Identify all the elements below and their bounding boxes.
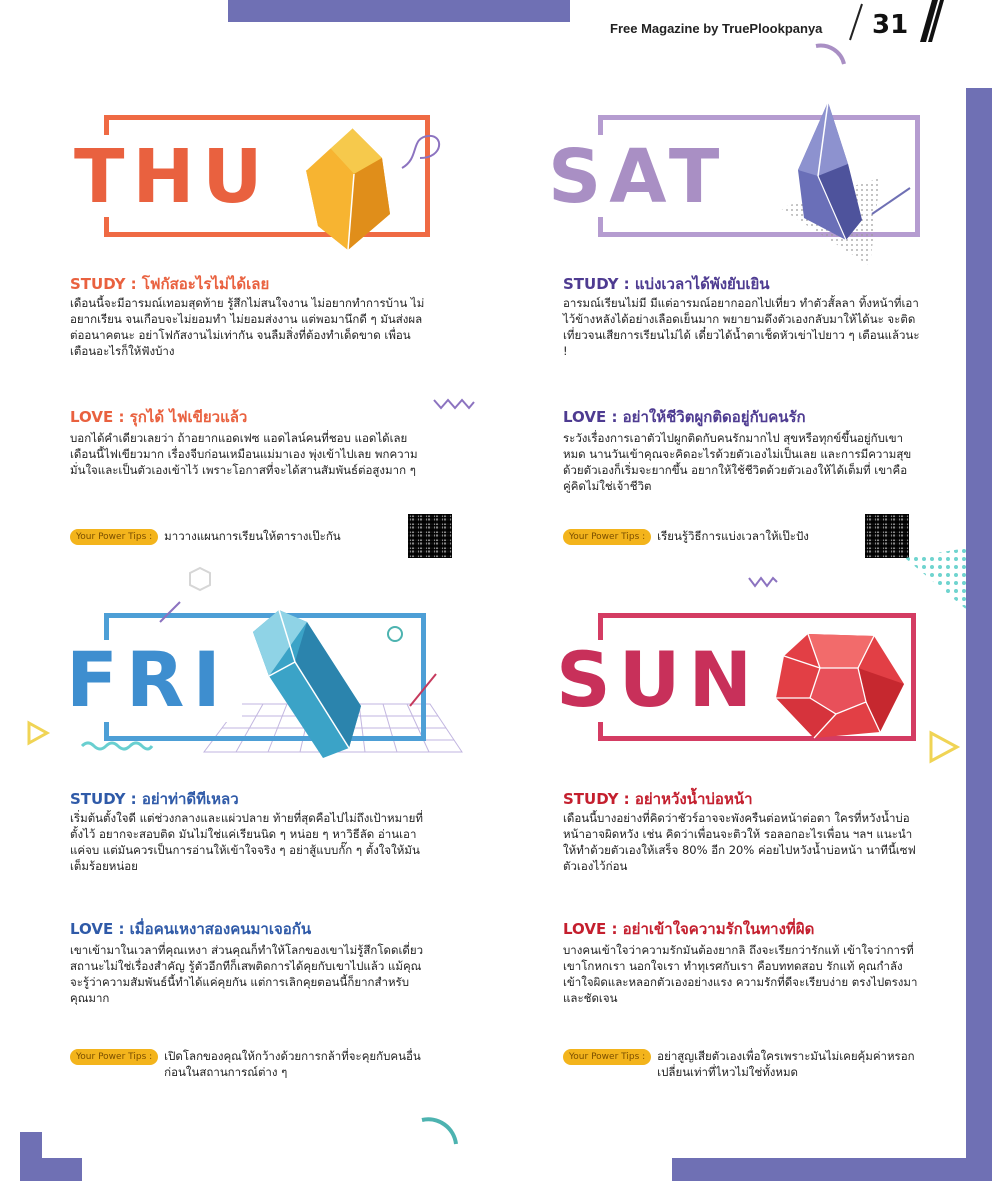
sat-tips-text: เรียนรู้วิธีการแบ่งเวลาให้เป๊ะปัง [657, 529, 809, 543]
fri-tips-text: เปิดโลกของคุณให้กว้างด้วยการกล้าที่จะคุยกับคนอื่นก่อนในสถานการณ์ต่าง ๆ [164, 1049, 421, 1079]
yellow-crystal-icon [290, 118, 400, 258]
bottom-left-corner-cut [42, 1132, 82, 1158]
thu-title: THU [74, 134, 271, 220]
sun-tips-text: อย่าสูญเสียตัวเองเพื่อใครเพราะมันไม่เคยคุ้มค่าหรอก เปลี่ยนเท่าที่ไหวไม่ใช่ทั้งหมด [657, 1049, 915, 1079]
fri-love-text: เขาเข้ามาในเวลาที่คุณเหงา ส่วนคุณก็ทำให้โลกของเขาไม่รู้สึกโดดเดี่ยว สถานะไม่ใช่เรื่องสำคัญ รู้ตัวอีกทีก็เสพติดการได้คุยกับเขาไปแล้ว แม้คุณจะรู้ว่าความสัมพันธ์นี้ทำได้แค่คุยกัน แต่การเลิกคุยตอนนี้ก็ยากสำหรับคุณมาก [70, 943, 424, 1005]
red-gem-icon [770, 628, 910, 744]
fri-slash-icon [158, 600, 182, 624]
sun-love-heading: LOVE : อย่าเข้าใจความรักในทางที่ผิด [563, 920, 815, 938]
sat-study-text: อารมณ์เรียนไม่มี มีแต่อารมณ์อยากออกไปเที่ยว ทำตัวสั้ลลา ทิ้งหน้าที่เอาไว้ข้างหลังได้อย่างเลือดเย็นมาก พยายามดึงตัวเองกลับมาให้ได้นะ จะติดเที่ยวจนเสียการเรียนไม่ได้ เดี๋ยวได้น้ำตาเช็ดหัวเข่าไปยาว ๆ เตือนแล้วนะ ! [563, 296, 920, 358]
fri-red-slash-icon [408, 672, 438, 708]
thu-swirl-icon [400, 128, 450, 178]
fri-study-heading: STUDY : อย่าท่าดีทีเหลว [70, 790, 239, 808]
bottom-arc-icon [418, 1110, 462, 1150]
teal-dots-decoration [905, 548, 967, 610]
sun-study-text: เดือนนี้บางอย่างที่คิดว่าชัวร์อาจจะพังครืนต่อหน้าต่อตา ใครที่หวังน้ำบ่อหน้าอาจผิดหวัง เช่น คิดว่าเพื่อนจะติวให้ รอลอกอะไรเพื่อน ฯลฯ แนะนำให้ทำด้วยตัวเองให้เสร็จ 80% อีก 20% ค่อยไปหวังน้ำบ่อหน้า นาทีนี้เซฟตัวเองไว้ก่อน [563, 811, 916, 873]
thu-study-heading: STUDY : โฟกัสอะไรไม่ได้เลย [70, 275, 270, 293]
sat-qr-code[interactable] [865, 514, 909, 558]
tips-badge: Your Power Tips : [563, 529, 651, 545]
tips-badge: Your Power Tips : [70, 529, 158, 545]
bottom-right-bar [672, 1158, 992, 1181]
hexagon-outline-icon [188, 567, 212, 591]
fri-tips [70, 1048, 426, 1080]
tips-badge: Your Power Tips : [563, 1049, 651, 1065]
sun-title: SUN [556, 635, 761, 724]
sat-tips [563, 528, 863, 545]
purple-zigzag-icon [433, 397, 475, 411]
page-number: 31 [872, 10, 909, 40]
sat-study-heading: STUDY : แบ่งเวลาได้พังยับเยิน [563, 275, 770, 293]
sat-slash-icon [872, 186, 912, 216]
purple-crystal-icon [788, 100, 878, 245]
tips-badge: Your Power Tips : [70, 1049, 158, 1065]
sun-study-heading: STUDY : อย่าหวังน้ำบ่อหน้า [563, 790, 753, 808]
thu-tips [70, 528, 390, 545]
sat-love-heading: LOVE : อย่าให้ชีวิตผูกติดอยู่กับคนรัก [563, 408, 806, 426]
yellow-triangle-left-icon [26, 720, 50, 746]
header-arc-icon [812, 34, 852, 68]
sat-love-text: ระวังเรื่องการเอาตัวไปผูกติดกับคนรักมากไป สุขหรือทุกข์ขึ้นอยู่กับเขาหมด นานวันเข้าคุณจะคิดอะไรด้วยตัวเองไม่เป็นเลย และการมีความสุขด้วยตัวเองก็เริ่มจะยากขึ้น อยากให้ใช้ชีวิตด้วยตัวเองให้ได้เต็มที่ เขาคือคู่คิดไม่ใช่เจ้าชีวิต [563, 431, 912, 493]
top-accent-bar [228, 0, 570, 22]
right-side-bar [966, 88, 992, 1181]
fri-love-heading: LOVE : เมื่อคนเหงาสองคนมาเจอกัน [70, 920, 312, 938]
thu-study-text: เดือนนี้จะมีอารมณ์เทอมสุดท้าย รู้สึกไม่สนใจงาน ไม่อยากทำการบ้าน ไม่อยากเรียน จนเกือบจะไม่ยอมทำ ไม่ยอมส่งงาน แต่พอมานึกดี ๆ มันส่งผลต่ออนาคตนะ อย่าโฟกัสงานไม่เท่ากัน จนลืมสิ่งที่ต้องทำเด็ดขาด เพื่อนเตือนอะไรก็ให้ฟังบ้าง [70, 296, 425, 358]
yellow-triangle-right-icon [928, 730, 960, 764]
fri-study-text: เริ่มต้นตั้งใจดี แต่ช่วงกลางและแผ่วปลาย ท้ายที่สุดคือไปไม่ถึงเป้าหมายที่ตั้งไว้ อยากจะสอบติด มันไม่ใช่แค่เรียนนิด ๆ หน่อย ๆ หาวิธีลัด อ่านเอาแค่จบ แต่มันควรเป็นการอ่านให้เข้าใจจริง ๆ อย่าสู้แบบกั๊ก ๆ ตั้งใจให้มันเต็มร้อยหน่อย [70, 811, 423, 873]
header-double-slash-icon [918, 0, 944, 42]
sun-tips [563, 1048, 923, 1080]
magazine-name: Free Magazine by TruePlookpanya [610, 21, 823, 36]
ring-outline-icon [386, 625, 404, 643]
thu-tips-text: มาวางแผนการเรียนให้ตารางเป๊ะกัน [164, 529, 341, 543]
thu-qr-code[interactable] [408, 514, 452, 558]
sat-zigzag-icon [748, 576, 778, 588]
sat-title: SAT [548, 134, 728, 220]
fri-title: FRI [66, 635, 229, 724]
teal-wave-icon [80, 740, 152, 752]
blue-crystal-icon [245, 602, 365, 762]
thu-love-heading: LOVE : รุกได้ ไฟเขียวแล้ว [70, 408, 248, 426]
thu-love-text: บอกได้คำเดียวเลยว่า ถ้าอยากแอดเฟซ แอดไลน์คนที่ชอบ แอดได้เลย เดือนนี้ไฟเขียวมาก เรื่องจีบก่อนเหมือนแม่มาเอง พุ่งเข้าไปเลย พกความมั่นใจและเป็นตัวเองเข้าไว้ เพราะโอกาสที่จะได้สานสัมพันธ์ต่อสูงมาก ๆ [70, 431, 418, 477]
sun-love-text: บางคนเข้าใจว่าความรักมันต้องยากลิ ถึงจะเรียกว่ารักแท้ เข้าใจว่าการที่เขาโกหกเรา นอกใจเรา ทำทุเรศกับเรา คือบททดสอบ รักแท้ คุณกำลังเข้าใจผิดและหลอกตัวเองอย่างแรง ความรักที่ดีจะเรียบง่าย ตรงไปตรงมา และชัดเจน [563, 943, 918, 1005]
